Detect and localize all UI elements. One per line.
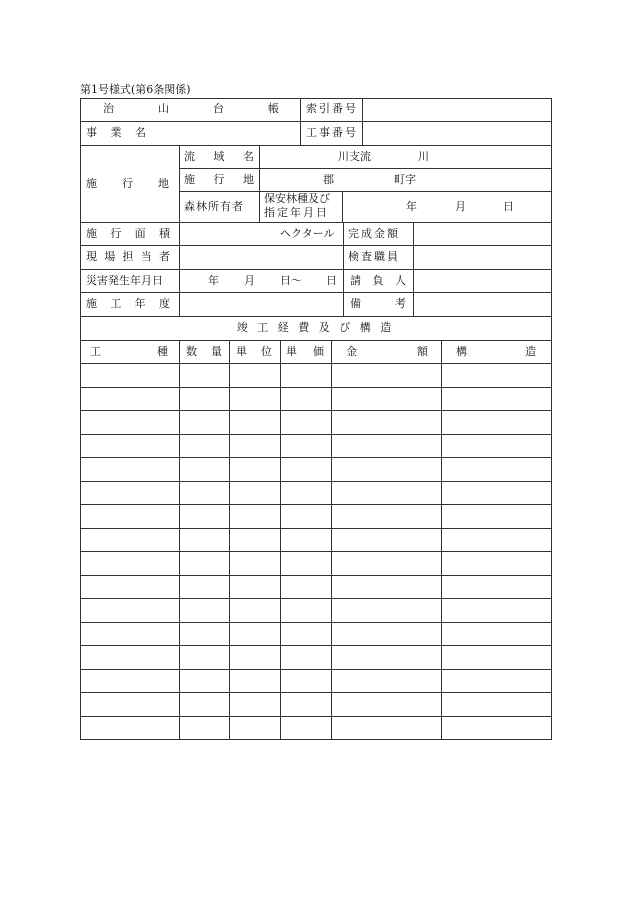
table-cell[interactable] xyxy=(442,529,551,552)
col-structure: 構 造 xyxy=(456,345,536,358)
section-title: 竣 工 経 費 及 び 構 造 xyxy=(236,321,395,334)
table-cell[interactable] xyxy=(180,693,229,716)
table-cell[interactable] xyxy=(81,693,179,716)
rule-line xyxy=(80,669,552,670)
rule-line xyxy=(80,481,552,482)
table-cell[interactable] xyxy=(180,670,229,693)
rule-line xyxy=(80,622,552,623)
ledger-title xyxy=(103,103,279,115)
table-cell[interactable] xyxy=(180,646,229,669)
rule-line xyxy=(80,528,552,529)
table-cell[interactable] xyxy=(332,552,441,575)
table-cell[interactable] xyxy=(281,458,331,481)
table-cell[interactable] xyxy=(442,717,551,740)
forest-owner-label: 森林所有者 xyxy=(184,200,244,213)
table-cell[interactable] xyxy=(230,435,280,458)
table-cell[interactable] xyxy=(332,576,441,599)
rule-line xyxy=(80,739,552,740)
rule-line xyxy=(80,245,552,246)
table-cell[interactable] xyxy=(180,505,229,528)
table-cell[interactable] xyxy=(230,717,280,740)
rule-line xyxy=(80,504,552,505)
rule-line xyxy=(179,145,180,223)
table-cell[interactable] xyxy=(332,646,441,669)
table-cell[interactable] xyxy=(230,458,280,481)
table-cell[interactable] xyxy=(332,435,441,458)
table-cell[interactable] xyxy=(230,599,280,622)
rule-line xyxy=(80,598,552,599)
table-cell[interactable] xyxy=(180,364,229,387)
table-cell[interactable] xyxy=(81,482,179,505)
table-cell[interactable] xyxy=(442,693,551,716)
site-label: 施 行 地 xyxy=(184,173,254,186)
rule-line xyxy=(551,98,552,740)
table-cell[interactable] xyxy=(180,482,229,505)
contractor-label: 請 負 人 xyxy=(350,274,406,287)
basin-label: 流 域 名 xyxy=(184,150,254,163)
rule-line xyxy=(179,168,552,169)
rule-line xyxy=(80,121,552,122)
table-cell[interactable] xyxy=(332,599,441,622)
table-cell[interactable] xyxy=(281,576,331,599)
title-char: 山 xyxy=(158,102,169,115)
table-cell[interactable] xyxy=(230,646,280,669)
table-cell[interactable] xyxy=(81,623,179,646)
table-cell[interactable] xyxy=(81,670,179,693)
table-cell[interactable] xyxy=(281,646,331,669)
site-manager-label: 現 場 担 当 者 xyxy=(86,250,170,263)
rule-line xyxy=(343,222,344,317)
table-cell[interactable] xyxy=(332,364,441,387)
table-cell[interactable] xyxy=(81,576,179,599)
title-char: 台 xyxy=(213,102,224,115)
col-quantity: 数 量 xyxy=(186,345,222,358)
remarks-label: 備 考 xyxy=(350,297,406,310)
table-cell[interactable] xyxy=(332,411,441,434)
table-cell[interactable] xyxy=(281,717,331,740)
table-cell[interactable] xyxy=(81,364,179,387)
table-cell[interactable] xyxy=(281,364,331,387)
table-cell[interactable] xyxy=(81,552,179,575)
table-cell[interactable] xyxy=(180,388,229,411)
table-cell[interactable] xyxy=(281,693,331,716)
table-cell[interactable] xyxy=(81,599,179,622)
table-cell[interactable] xyxy=(332,458,441,481)
rule-line xyxy=(80,292,552,293)
disaster-day-from: 日～ xyxy=(280,274,302,287)
rule-line xyxy=(80,551,552,552)
designation-label: 保安林種及び 指定年月日 xyxy=(264,192,330,219)
table-cell[interactable] xyxy=(281,388,331,411)
table-cell[interactable] xyxy=(180,623,229,646)
basin-river-value: 川支流 xyxy=(338,150,371,163)
rule-line xyxy=(179,191,552,192)
rule-line xyxy=(259,145,260,223)
disaster-month: 月 xyxy=(244,274,255,287)
table-cell[interactable] xyxy=(180,529,229,552)
designation-month: 月 xyxy=(455,200,466,213)
table-cell[interactable] xyxy=(332,670,441,693)
table-cell[interactable] xyxy=(281,529,331,552)
table-cell[interactable] xyxy=(81,505,179,528)
project-name-label: 事 業 名 xyxy=(86,126,151,139)
table-cell[interactable] xyxy=(442,576,551,599)
designation-day: 日 xyxy=(503,200,514,213)
table-cell[interactable] xyxy=(81,411,179,434)
table-cell[interactable] xyxy=(81,458,179,481)
index-number-label: 索引番号 xyxy=(306,102,358,115)
table-cell[interactable] xyxy=(281,435,331,458)
table-cell[interactable] xyxy=(81,529,179,552)
table-cell[interactable] xyxy=(180,435,229,458)
table-cell[interactable] xyxy=(281,599,331,622)
table-cell[interactable] xyxy=(230,411,280,434)
rule-line xyxy=(179,340,180,740)
table-cell[interactable] xyxy=(281,623,331,646)
table-cell[interactable] xyxy=(281,670,331,693)
col-amount: 金 額 xyxy=(346,345,428,358)
rule-line xyxy=(229,340,230,740)
table-cell[interactable] xyxy=(332,623,441,646)
rule-line xyxy=(80,645,552,646)
inspector-label: 検査職員 xyxy=(348,250,400,263)
table-cell[interactable] xyxy=(230,482,280,505)
table-cell[interactable] xyxy=(281,482,331,505)
area-label: 施 行 面 積 xyxy=(86,227,170,240)
table-cell[interactable] xyxy=(442,599,551,622)
rule-line xyxy=(80,316,552,317)
table-cell[interactable] xyxy=(180,458,229,481)
rule-line xyxy=(331,340,332,740)
rule-line xyxy=(80,692,552,693)
rule-line xyxy=(80,575,552,576)
table-cell[interactable] xyxy=(81,435,179,458)
table-cell[interactable] xyxy=(230,529,280,552)
table-cell[interactable] xyxy=(81,646,179,669)
table-cell[interactable] xyxy=(180,599,229,622)
rule-line xyxy=(80,410,552,411)
table-cell[interactable] xyxy=(442,411,551,434)
table-cell[interactable] xyxy=(442,670,551,693)
basin-river-value-2: 川 xyxy=(418,150,429,163)
rule-line xyxy=(80,269,552,270)
table-cell[interactable] xyxy=(442,552,551,575)
title-char: 帳 xyxy=(268,102,279,115)
table-cell[interactable] xyxy=(230,623,280,646)
construction-number-label: 工事番号 xyxy=(306,126,358,139)
rule-line xyxy=(342,191,343,223)
table-cell[interactable] xyxy=(180,411,229,434)
fiscal-year-label: 施 工 年 度 xyxy=(86,297,170,310)
table-cell[interactable] xyxy=(332,482,441,505)
site-district-value: 郡 xyxy=(323,173,334,186)
rule-line xyxy=(80,98,552,99)
table-cell[interactable] xyxy=(230,505,280,528)
title-char: 治 xyxy=(103,102,114,115)
disaster-year: 年 xyxy=(208,274,219,287)
rule-line xyxy=(80,363,552,364)
table-cell[interactable] xyxy=(230,388,280,411)
rule-line xyxy=(413,222,414,317)
table-cell[interactable] xyxy=(442,364,551,387)
rule-line xyxy=(80,387,552,388)
col-work-type: 工 種 xyxy=(90,345,168,358)
area-unit: ヘクタール xyxy=(280,227,335,240)
table-cell[interactable] xyxy=(332,505,441,528)
rule-line xyxy=(280,340,281,740)
table-cell[interactable] xyxy=(332,529,441,552)
table-cell[interactable] xyxy=(442,505,551,528)
table-cell[interactable] xyxy=(230,552,280,575)
table-cell[interactable] xyxy=(281,552,331,575)
rule-line xyxy=(80,145,552,146)
completion-amount-label: 完成金額 xyxy=(348,227,400,240)
table-cell[interactable] xyxy=(442,435,551,458)
table-cell[interactable] xyxy=(230,364,280,387)
table-cell[interactable] xyxy=(442,482,551,505)
rule-line xyxy=(80,222,552,223)
table-cell[interactable] xyxy=(332,693,441,716)
table-cell[interactable] xyxy=(332,388,441,411)
table-cell[interactable] xyxy=(281,411,331,434)
table-cell[interactable] xyxy=(230,693,280,716)
designation-year: 年 xyxy=(406,200,417,213)
site-town-value: 町字 xyxy=(394,173,416,186)
rule-line xyxy=(80,457,552,458)
rule-line xyxy=(441,340,442,740)
table-cell[interactable] xyxy=(180,576,229,599)
table-cell[interactable] xyxy=(230,670,280,693)
rule-line xyxy=(80,716,552,717)
table-cell[interactable] xyxy=(180,552,229,575)
col-unit: 単 位 xyxy=(236,345,272,358)
rule-line xyxy=(179,222,180,317)
form-identifier: 第1号様式(第6条関係) xyxy=(80,83,191,96)
table-cell[interactable] xyxy=(442,623,551,646)
rule-line xyxy=(80,434,552,435)
table-cell[interactable] xyxy=(442,458,551,481)
rule-line xyxy=(80,98,81,740)
location-label: 施 行 地 xyxy=(86,177,170,190)
table-cell[interactable] xyxy=(281,505,331,528)
table-cell[interactable] xyxy=(81,717,179,740)
rule-line xyxy=(80,340,552,341)
rule-line xyxy=(362,98,363,146)
table-cell[interactable] xyxy=(81,388,179,411)
table-cell[interactable] xyxy=(442,646,551,669)
table-cell[interactable] xyxy=(230,576,280,599)
table-cell[interactable] xyxy=(442,388,551,411)
index-number-value[interactable] xyxy=(363,98,551,120)
col-unit-price: 単 価 xyxy=(286,345,324,358)
rule-line xyxy=(300,98,301,146)
table-cell[interactable] xyxy=(180,717,229,740)
disaster-day-to: 日 xyxy=(326,274,337,287)
disaster-date-label: 災害発生年月日 xyxy=(86,274,163,287)
table-cell[interactable] xyxy=(332,717,441,740)
